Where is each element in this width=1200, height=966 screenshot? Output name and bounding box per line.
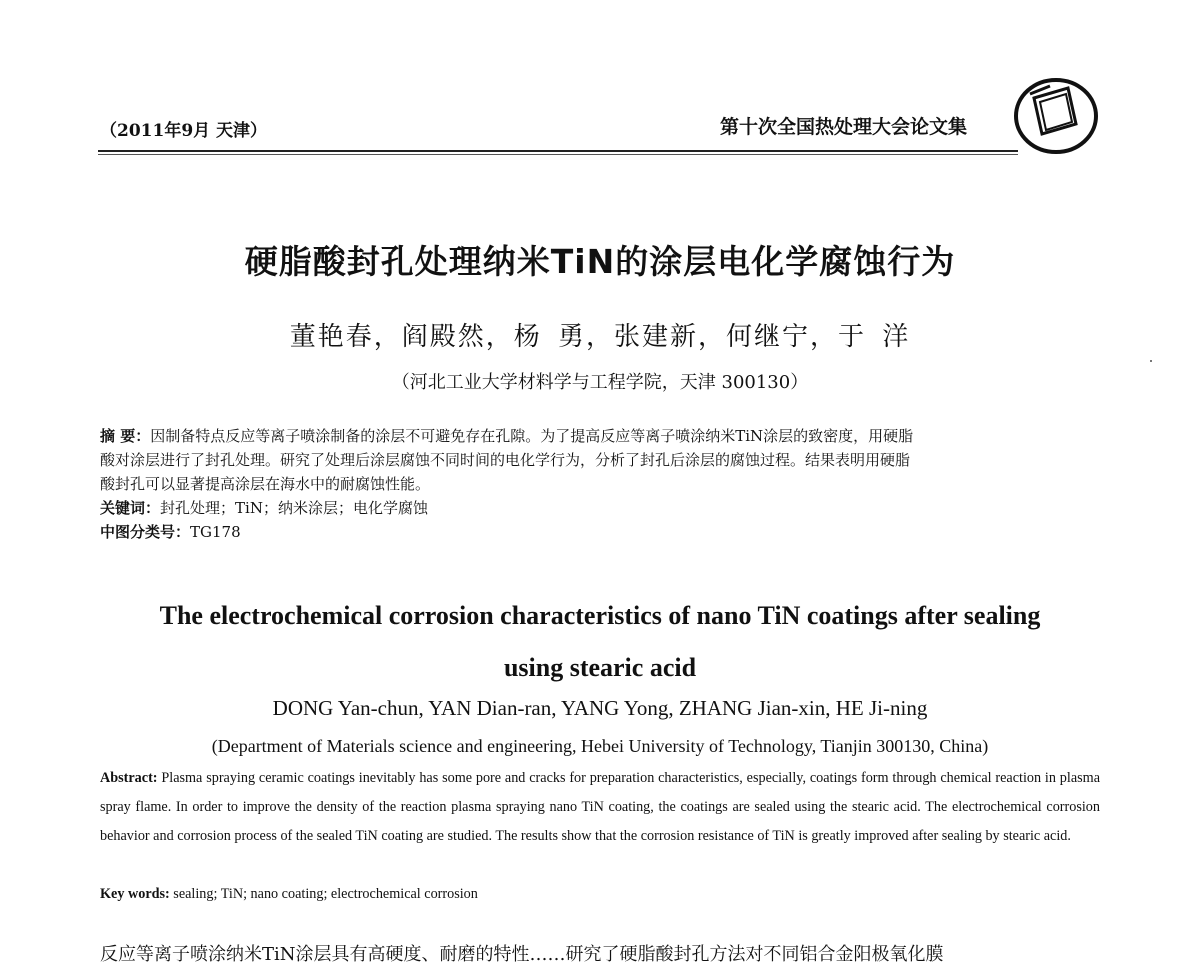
keywords-cn	[100, 496, 1100, 520]
paper-title-en-line-1: The electrochemical corrosion characteristics of nano TiN coatings after sealing	[159, 601, 1041, 630]
abstract-cn-line-2: 酸对涂层进行了封孔处理。研究了处理后涂层腐蚀不同时间的电化学行为，分析了封孔后涂层的腐蚀过程。结果表明用硬脂	[100, 451, 911, 469]
classification-text: TG178	[190, 523, 241, 541]
classification-label: 中图分类号：	[100, 523, 191, 541]
affiliation-en: (Department of Materials science and engineering, Hebei University of Technology, Tianjin 300130, China)	[211, 736, 989, 756]
abstract-cn-label: 摘 要：	[100, 427, 151, 445]
abstract-cn-text-1: 因制备特点反应等离子喷涂制备的涂层不可避免存在孔隙。为了提高反应等离子喷涂纳米TiN涂层的致密度，用硬脂	[150, 427, 914, 445]
authors-cn: 董艳春，阎殿然，杨 勇，张建新，何继宁，于 洋	[289, 322, 911, 352]
abstract-cn-line-3: 酸封孔可以显著提高涂层在海水中的耐腐蚀性能。	[100, 475, 431, 493]
classification-number	[100, 520, 1100, 544]
abstract-cn-line-1	[100, 424, 1100, 448]
authors-en: DONG Yan-chun, YAN Dian-ran, YANG Yong, ZHANG Jian-xin, HE Ji-ning	[272, 696, 928, 720]
header-rule	[98, 150, 1018, 152]
abstract-en-text: Plasma spraying ceramic coatings inevitably has some pore and cracks for preparation characteristics, especially, coatings form through chemical reaction in plasma spray flame. In order to improve the density of the reaction plasma spraying nano TiN coating, the coatings are sealed using the stearic acid. The electrochemical corrosion behavior and corrosion process of the sealed TiN coating are studied. The results show that the corrosion resistance of TiN is greatly improved after sealing by stearic acid.	[100, 770, 1100, 844]
keywords-cn-text: 封孔处理；TiN；纳米涂层；电化学腐蚀	[160, 499, 428, 517]
body-text-partial: 反应等离子喷涂纳米TiN涂层具有高硬度、耐磨的特性……研究了硬脂酸封孔方法对不同铝合金阳极氧化膜	[100, 944, 944, 965]
scan-speck	[1150, 360, 1152, 362]
keywords-en-text: sealing; TiN; nano coating; electrochemical corrosion	[173, 886, 478, 902]
abstract-en-label: Abstract:	[100, 770, 158, 786]
abstract-cn-block	[100, 424, 1100, 544]
paper-title-en	[0, 590, 1200, 694]
keywords-en-label: Key words:	[100, 886, 170, 902]
conference-logo-icon	[1010, 68, 1100, 158]
keywords-cn-label: 关键词：	[100, 499, 161, 517]
paper-title-cn: 硬脂酸封孔处理纳米TiN的涂层电化学腐蚀行为	[244, 242, 956, 281]
running-header-left: （2011年9月 天津）	[100, 121, 268, 141]
paper-title-en-line-2: using stearic acid	[503, 653, 697, 682]
abstract-en	[100, 764, 1100, 851]
keywords-en	[100, 886, 1100, 903]
header-rule-thin	[98, 154, 1018, 155]
running-header-right: 第十次全国热处理大会论文集	[720, 116, 968, 138]
affiliation-cn: （河北工业大学材料学与工程学院，天津 300130）	[391, 372, 809, 393]
